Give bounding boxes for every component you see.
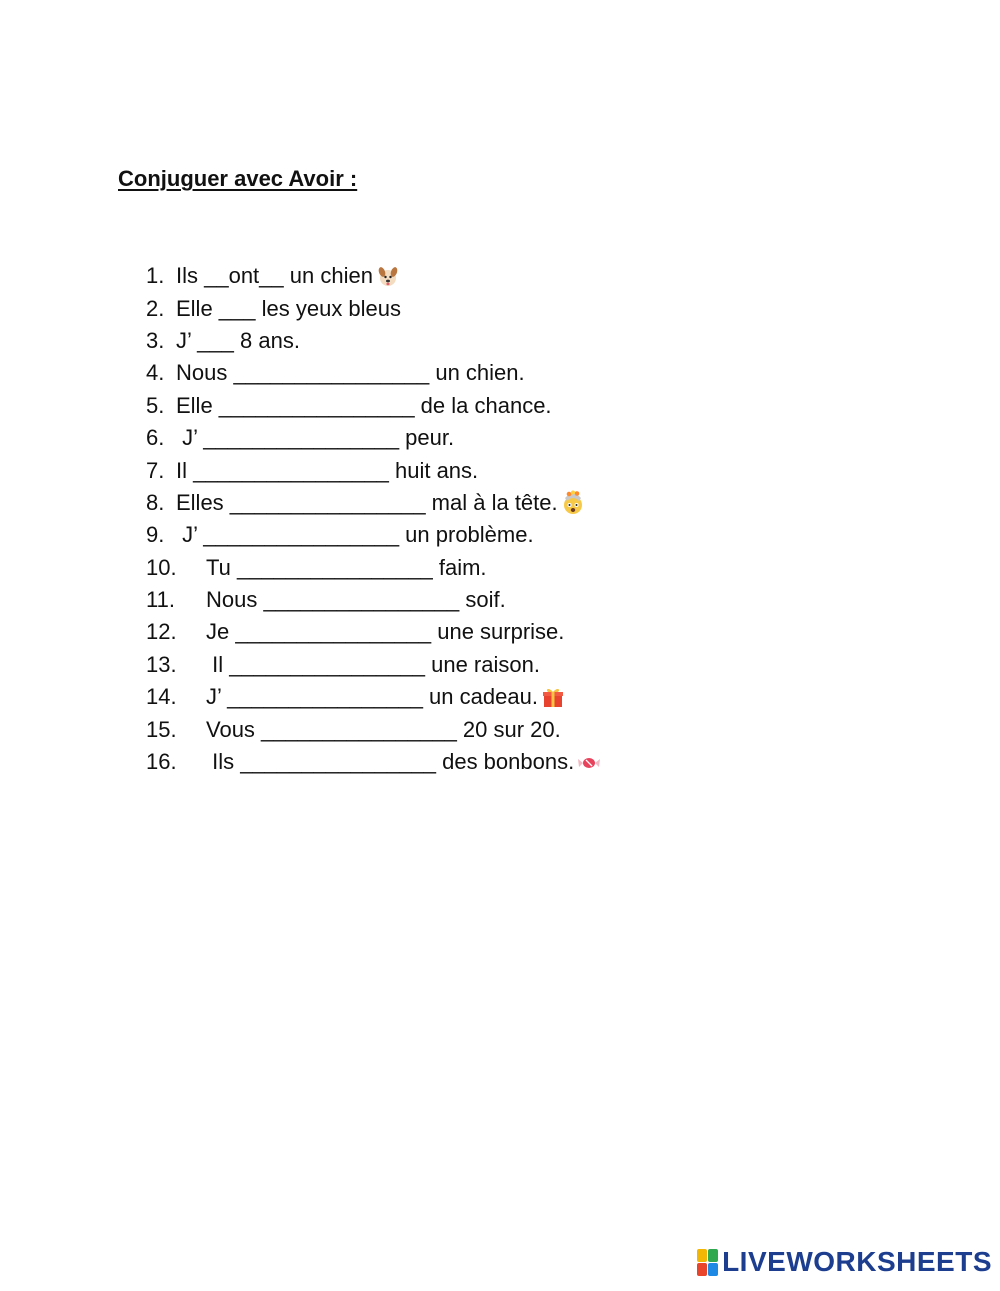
item-sentence: J’ ___ 8 ans. (176, 327, 300, 353)
exercise-item (146, 616, 602, 648)
exercise-item (146, 390, 602, 422)
item-sentence: Tu ________________ faim. (206, 554, 487, 580)
exercise-item (146, 325, 602, 357)
exercise-item (146, 422, 602, 454)
liveworksheets-logo (697, 1247, 992, 1277)
item-sentence: Nous ________________ soif. (206, 587, 506, 613)
exercise-list (146, 260, 602, 778)
item-number: 5. (146, 392, 165, 418)
dog-icon (375, 263, 401, 289)
item-number: 1. (146, 263, 165, 289)
item-sentence: Ils __ont__ un chien (176, 263, 373, 289)
item-sentence: Vous ________________ 20 sur 20. (206, 716, 561, 742)
item-sentence: Je ________________ une surprise. (206, 619, 565, 645)
item-sentence: Il ________________ huit ans. (176, 457, 479, 483)
exploding-head-icon (560, 490, 586, 516)
item-sentence: Elles ________________ mal à la tête. (176, 489, 558, 515)
exercise-item (146, 260, 602, 292)
exercise-item (146, 746, 602, 778)
exercise-item (146, 519, 602, 551)
item-number: 11. (146, 587, 175, 613)
brand-mark-tile (697, 1263, 707, 1276)
gift-icon (540, 684, 566, 710)
candy-icon (576, 749, 602, 775)
item-sentence: Elle ___ les yeux bleus (176, 295, 402, 321)
item-number: 9. (146, 522, 165, 548)
item-sentence: Il ________________ une raison. (206, 651, 540, 677)
item-sentence: Nous ________________ un chien. (176, 360, 525, 386)
brand-mark-icon (697, 1248, 718, 1276)
item-sentence: J’ ________________ un problème. (176, 522, 534, 548)
brand-text: LIVEWORKSHEETS (722, 1246, 992, 1277)
exercise-item (146, 357, 602, 389)
exercise-item (146, 454, 602, 486)
page-title: Conjuguer avec Avoir : (118, 166, 358, 191)
item-number: 6. (146, 425, 165, 451)
brand-mark-tile (697, 1249, 707, 1262)
exercise-item (146, 487, 602, 519)
item-number: 13. (146, 651, 177, 677)
exercise-item (146, 681, 602, 713)
item-sentence: J’ ________________ peur. (176, 425, 455, 451)
exercise-item (146, 292, 602, 324)
item-number: 7. (146, 457, 165, 483)
exercise-item (146, 649, 602, 681)
item-number: 14. (146, 684, 177, 710)
brand-mark-tile (708, 1263, 718, 1276)
exercise-item (146, 584, 602, 616)
item-number: 2. (146, 295, 165, 321)
item-number: 10. (146, 554, 177, 580)
brand-mark-tile (708, 1249, 718, 1262)
item-number: 16. (146, 749, 177, 775)
item-sentence: Ils ________________ des bonbons. (206, 749, 575, 775)
exercise-item (146, 713, 602, 745)
item-number: 8. (146, 489, 165, 515)
item-number: 15. (146, 716, 177, 742)
exercise-item (146, 552, 602, 584)
item-number: 12. (146, 619, 177, 645)
item-number: 3. (146, 327, 165, 353)
item-sentence: J’ ________________ un cadeau. (206, 684, 538, 710)
item-number: 4. (146, 360, 165, 386)
item-sentence: Elle ________________ de la chance. (176, 392, 552, 418)
